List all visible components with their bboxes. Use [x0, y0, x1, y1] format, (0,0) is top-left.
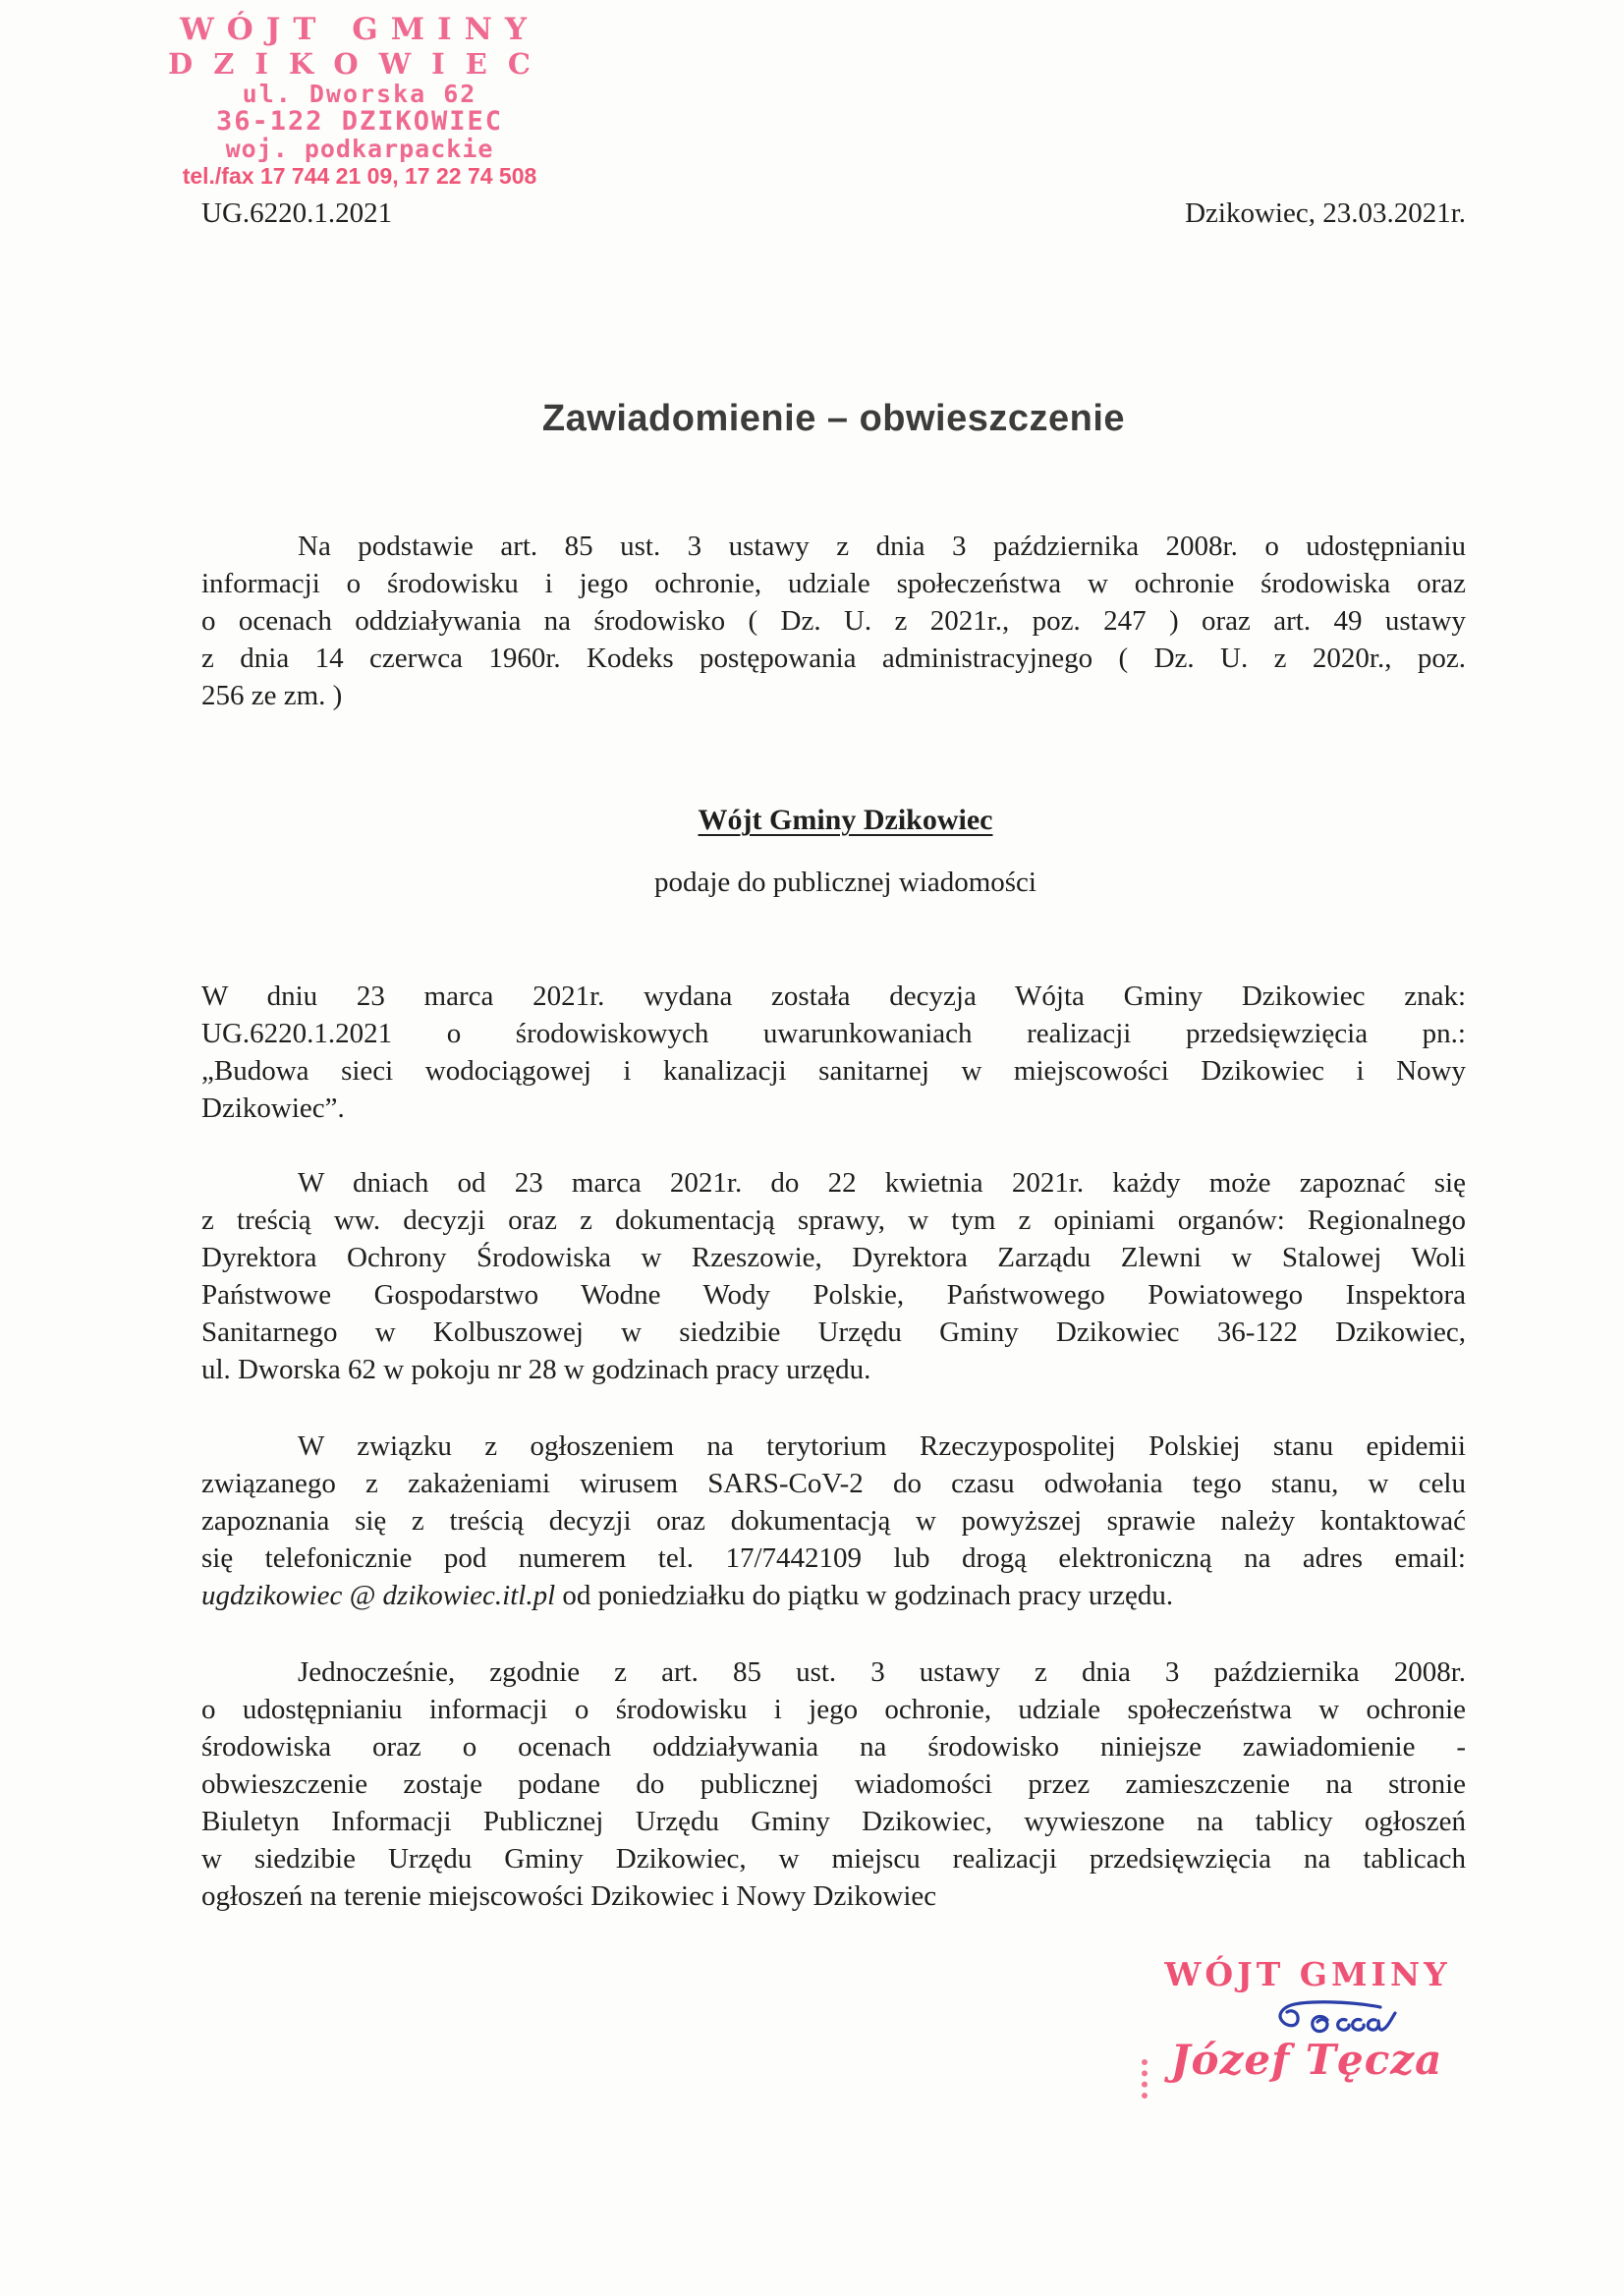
stamp-edge-mark	[1142, 2059, 1148, 2099]
stamp-municipality-line: DZIKOWIEC	[168, 47, 551, 81]
paragraph-contact-info	[201, 1428, 1466, 1614]
text-line: z dnia 14 czerwca 1960r. Kodeks postępowania administracyjnego ( Dz. U. z 2020r., poz.	[201, 643, 1466, 674]
text-line	[201, 1577, 1466, 1614]
email-address-italic: ugdzikowiec @ dzikowiec.itl.pl	[201, 1580, 556, 1611]
text-line: środowiska oraz o ocenach oddziaływania na środowisko niniejsze zawiadomienie -	[201, 1731, 1466, 1763]
signature-stamp-title: WÓJT GMINY	[1164, 1955, 1451, 1993]
paragraph-publication	[201, 1653, 1466, 1915]
text-line: z treścią ww. decyzji oraz z dokumentacją sprawy, w tym z opiniami organów: Regionalnego	[201, 1204, 1466, 1236]
case-number: UG.6220.1.2021	[201, 197, 393, 229]
text-line: o ocenach oddziaływania na środowisko ( Dz. U. z 2021r., poz. 247 ) oraz art. 49 ustawy	[201, 605, 1466, 637]
sender-stamp	[126, 12, 593, 190]
text-line: ul. Dworska 62 w pokoju nr 28 w godzinach pracy urzędu.	[201, 1354, 871, 1385]
text-line: o udostępnianiu informacji o środowisku i jego ochronie, udziale społeczeństwa w ochronie	[201, 1694, 1466, 1725]
text-line: 256 ze zm. )	[201, 680, 343, 711]
text-line: w siedzibie Urzędu Gminy Dzikowiec, w miejscu realizacji przedsięwzięcia na tablicach	[201, 1843, 1466, 1875]
text-line: informacji o środowisku i jego ochronie, udziale społeczeństwa w ochronie środowiska oraz	[201, 568, 1466, 599]
text-line: ogłoszeń na terenie miejscowości Dzikowiec i Nowy Dzikowiec	[201, 1880, 937, 1912]
signature-stamp-name: Józef Tęcza	[1170, 2036, 1443, 2084]
stamp-voivodeship-line: woj. podkarpackie	[225, 135, 494, 163]
text-line: „Budowa sieci wodociągowej i kanalizacji sanitarnej w miejscowości Dzikowiec i Nowy	[201, 1055, 1466, 1087]
text-line: Dyrektora Ochrony Środowiska w Rzeszowie, Dyrektora Zarządu Zlewni w Stalowej Woli	[201, 1242, 1466, 1273]
reference-row	[201, 196, 1466, 231]
paragraph-legal-basis	[201, 528, 1466, 714]
stamp-postcode-line: 36-122 DZIKOWIEC	[215, 106, 504, 137]
text-line: W dniu 23 marca 2021r. wydana została decyzja Wójta Gminy Dzikowiec znak:	[201, 980, 1466, 1012]
signature-ink-strokes	[1280, 2002, 1395, 2032]
text-line: W dniach od 23 marca 2021r. do 22 kwietnia 2021r. każdy może zapoznać się	[298, 1167, 1466, 1199]
text-line: się telefonicznie pod numerem tel. 17/7442109 lub drogą elektroniczną na adres email:	[201, 1542, 1466, 1574]
stamp-authority-line: WÓJT GMINY	[179, 12, 540, 47]
paragraph-inspection-period	[201, 1164, 1466, 1388]
stamp-phone-line: tel./fax 17 744 21 09, 17 22 74 508	[182, 163, 537, 189]
text-line: W związku z ogłoszeniem na terytorium Rzeczypospolitej Polskiej stanu epidemii	[298, 1430, 1466, 1462]
text-line: Jednocześnie, zgodnie z art. 85 ust. 3 ustawy z dnia 3 października 2008r.	[298, 1656, 1466, 1688]
issuer-heading: Wójt Gminy Dzikowiec	[698, 804, 993, 836]
text-line: Państwowe Gospodarstwo Wodne Wody Polskie, Państwowego Powiatowego Inspektora	[201, 1279, 1466, 1311]
document-title: Zawiadomienie – obwieszczenie	[541, 398, 1126, 439]
paragraph-decision	[201, 978, 1466, 1127]
text-line: Sanitarnego w Kolbuszowej w siedzibie Urzędu Gminy Dzikowiec 36-122 Dzikowiec,	[201, 1316, 1466, 1348]
text-line: UG.6220.1.2021 o środowiskowych uwarunkowaniach realizacji przedsięwzięcia pn.:	[201, 1018, 1466, 1049]
stamp-street-line: ul. Dworska 62	[242, 80, 477, 108]
text-line: związanego z zakażeniami wirusem SARS-CoV-2 do czasu odwołania tego stanu, w celu	[201, 1468, 1466, 1499]
text-line: Biuletyn Informacji Publicznej Urzędu Gminy Dzikowiec, wywieszone na tablicy ogłoszeń	[201, 1806, 1466, 1837]
text-line: obwieszczenie zostaje podane do publicznej wiadomości przez zamieszczenie na stronie	[201, 1768, 1466, 1800]
text-line: Dzikowiec”.	[201, 1092, 345, 1124]
issuer-subheading: podaje do publicznej wiadomości	[654, 867, 1036, 898]
text-segment: od poniedziałku do piątku w godzinach pracy urzędu.	[555, 1580, 1174, 1611]
text-line: Na podstawie art. 85 ust. 3 ustawy z dnia 3 października 2008r. o udostępnianiu	[298, 531, 1466, 562]
place-and-date: Dzikowiec, 23.03.2021r.	[1185, 197, 1466, 229]
text-line: zapoznania się z treścią decyzji oraz dokumentacją w powyższej sprawie należy kontaktować	[201, 1505, 1466, 1537]
